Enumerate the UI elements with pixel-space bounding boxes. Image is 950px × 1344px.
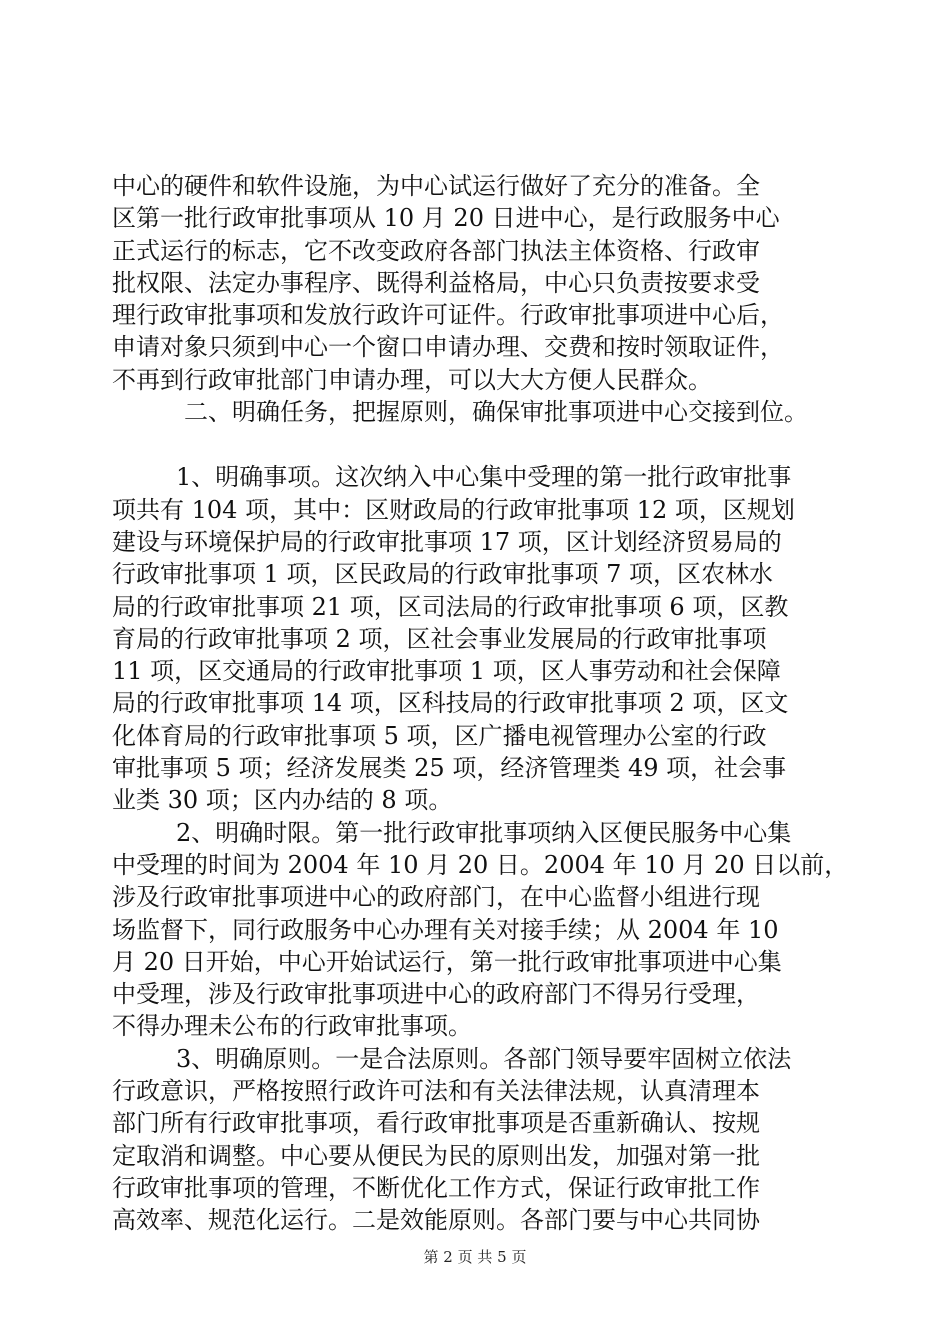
- text-line: 审批事项 5 项；经济发展类 25 项，经济管理类 49 项，社会事: [112, 754, 787, 783]
- text-line: 项共有 104 项，其中：区财政局的行政审批事项 12 项，区规划: [112, 495, 795, 524]
- text-line: 化体育局的行政审批事项 5 项，区广播电视管理办公室的行政: [112, 721, 767, 750]
- text-line: 中心的硬件和软件设施，为中心试运行做好了充分的准备。全: [112, 172, 760, 200]
- text-line: 部门所有行政审批事项，看行政审批事项是否重新确认、按规: [112, 1109, 760, 1138]
- text-line: 场监督下，同行政服务中心办理有关对接手续；从 2004 年 10: [112, 915, 779, 944]
- text-line: 11 项，区交通局的行政审批事项 1 项，区人事劳动和社会保障: [112, 657, 781, 686]
- text-line: 2、明确时限。第一批行政审批事项纳入区便民服务中心集: [176, 818, 792, 847]
- text-line: 区第一批行政审批事项从 10 月 20 日进中心，是行政服务中心: [112, 204, 780, 233]
- section-heading: 二、明确任务，把握原则，确保审批事项进中心交接到位。: [184, 398, 808, 427]
- text-line: 行政审批事项 1 项，区民政局的行政审批事项 7 项，区农林水: [112, 560, 774, 589]
- paragraph-spacer: [112, 428, 840, 461]
- text-line: 局的行政审批事项 14 项，区科技局的行政审批事项 2 项，区文: [112, 689, 789, 718]
- text-line: 月 20 日开始，中心开始试运行，第一批行政审批事项进中心集: [112, 947, 782, 976]
- text-line: 不得办理未公布的行政审批事项。: [112, 1012, 472, 1041]
- text-line: 业类 30 项；区内办结的 8 项。: [112, 786, 453, 815]
- text-line: 正式运行的标志，它不改变政府各部门执法主体资格、行政审: [112, 236, 760, 265]
- paragraph-block-1: [112, 170, 840, 396]
- text-line: 3、明确原则。一是合法原则。各部门领导要牢固树立依法: [176, 1044, 792, 1073]
- text-line: 申请对象只须到中心一个窗口申请办理、交费和按时领取证件，: [112, 333, 784, 362]
- paragraph-block-2: [112, 461, 849, 1236]
- text-line: 中受理，涉及行政审批事项进中心的政府部门不得另行受理，: [112, 980, 760, 1009]
- text-line: 1、明确事项。这次纳入中心集中受理的第一批行政审批事: [176, 463, 792, 492]
- text-line: 局的行政审批事项 21 项，区司法局的行政审批事项 6 项，区教: [112, 592, 789, 621]
- text-line: 涉及行政审批事项进中心的政府部门，在中心监督小组进行现: [112, 883, 760, 912]
- document-body: [112, 170, 849, 1237]
- text-line: 不再到行政审批部门申请办理，可以大大方便人民群众。: [112, 365, 712, 394]
- text-line: 批权限、法定办事程序、既得利益格局，中心只负责按要求受: [112, 268, 760, 297]
- page-footer: 第 2 页 共 5 页: [423, 1248, 527, 1266]
- text-line: 理行政审批事项和发放行政许可证件。行政审批事项进中心后，: [112, 301, 784, 330]
- text-line: 行政意识，严格按照行政许可法和有关法律法规，认真清理本: [112, 1077, 760, 1106]
- text-line: 定取消和调整。中心要从便民为民的原则出发，加强对第一批: [112, 1141, 760, 1170]
- text-line: 育局的行政审批事项 2 项，区社会事业发展局的行政审批事项: [112, 624, 767, 653]
- text-line: 中受理的时间为 2004 年 10 月 20 日。2004 年 10 月 20 日以前，: [112, 850, 849, 879]
- text-line: 行政审批事项的管理，不断优化工作方式，保证行政审批工作: [112, 1173, 760, 1202]
- text-line: 高效率、规范化运行。二是效能原则。各部门要与中心共同协: [112, 1206, 760, 1235]
- text-line: 建设与环境保护局的行政审批事项 17 项，区计划经济贸易局的: [112, 527, 782, 556]
